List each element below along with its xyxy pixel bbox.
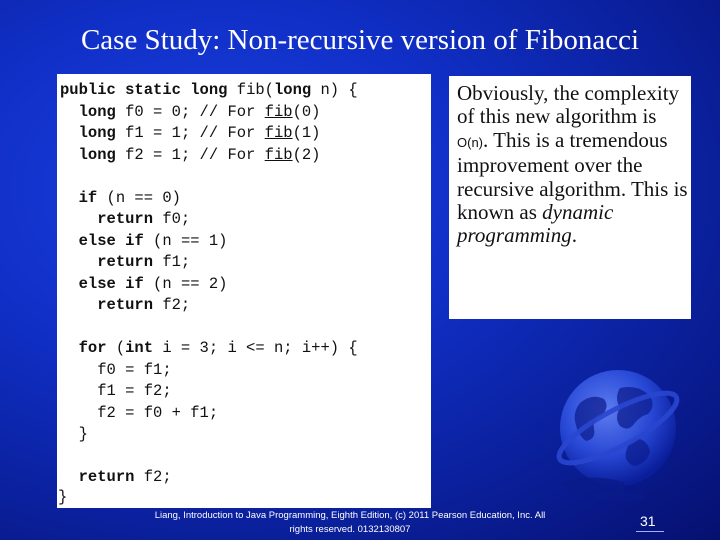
code-panel [57,74,431,508]
code-text: (2) [292,145,321,164]
code-line: f2 = f0 + f1; [60,403,219,422]
code-indent [60,468,79,486]
footer-line: Liang, Introduction to Java Programming, Eighth Edition, (c) 2011 Pearson Education, Inc. All [154,510,546,521]
note-text [457,82,689,248]
note-text-part: . [571,223,577,248]
code-text: f1 = 1; // For [115,124,265,142]
code-text: f2 = 1; // For [115,145,265,164]
code-indent [60,103,79,121]
code-keyword: static [125,81,181,99]
code-keyword: return [78,468,135,486]
code-text: (0) [292,102,321,121]
code-text: f0; [153,210,191,228]
page-number: 31 [640,513,656,529]
code-text [116,232,125,250]
code-text: i = 3; i <= n; i++) { [153,339,358,357]
code-line: f1 = f2; [60,382,172,400]
code-closing-brace: } [58,488,68,506]
slide-title: Case Study: Non-recursive version of Fibonacci [80,24,640,56]
page-number-underline [636,531,664,532]
code-keyword: if [125,231,144,250]
code-indent [60,275,79,293]
note-italic: dynamic programming [457,200,614,248]
code-indent [60,253,97,271]
big-o-notation: O(n) [457,134,483,150]
code-text: ( [106,339,126,357]
code-underlined: fib [264,145,293,164]
code-text: (n == 2) [143,274,228,293]
note-text-part: . This is a tremendous improvement over the recursive algorithm. This is known as [457,127,688,225]
code-keyword: else [78,274,116,293]
code-keyword: return [97,253,154,271]
note-text-part: Obviously, the complexity of this new algorithm is [457,81,680,129]
code-indent [60,210,97,228]
code-indent [60,339,79,357]
code-keyword: int [125,339,154,357]
code-text: (1) [292,124,321,142]
footer-line: rights reserved. 0132130807 [289,524,411,535]
code-text [116,275,125,293]
code-text: n) { [311,81,358,99]
code-underlined: fib [264,102,293,121]
code-text: f1; [153,253,191,271]
code-line: } [60,425,88,443]
globe-icon [540,358,690,503]
code-keyword: return [97,296,154,314]
code-indent [60,189,79,207]
code-keyword: long [78,124,116,142]
code-listing [60,80,358,489]
code-line: f0 = f1; [60,360,172,379]
code-text: (n == 1) [143,231,228,250]
code-indent [60,124,79,142]
code-indent [60,232,79,250]
code-keyword: long [78,145,116,164]
code-underlined: fib [264,124,293,142]
code-text: f0 = 0; // For [115,102,265,121]
code-indent [60,146,79,164]
code-keyword: long [190,81,228,99]
code-keyword: if [125,274,144,293]
code-keyword: return [97,210,154,228]
note-panel [449,76,691,319]
code-keyword: else [78,231,116,250]
code-keyword: long [273,81,312,99]
footer-copyright [140,509,560,537]
code-keyword: public [60,81,116,99]
code-text: fib( [227,81,274,99]
code-text: f2; [153,296,191,314]
code-indent [60,296,97,314]
code-text: f2; [134,468,172,486]
code-keyword: long [78,102,116,121]
code-keyword: for [78,339,107,357]
code-keyword: if [78,188,98,207]
code-text [181,81,190,99]
code-text [116,81,125,99]
code-text: (n == 0) [97,188,181,207]
